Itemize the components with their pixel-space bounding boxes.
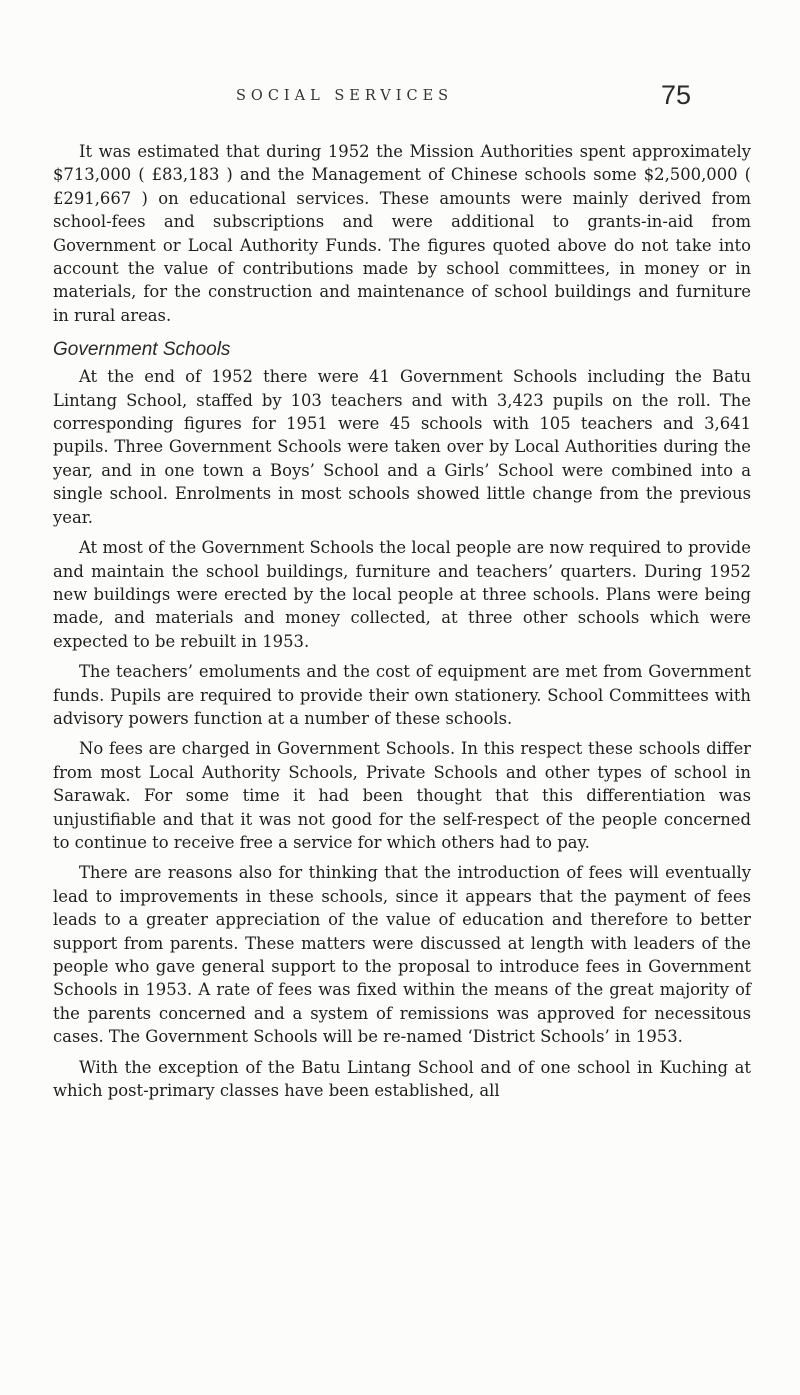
page-number: 75 (661, 80, 692, 110)
running-title: SOCIAL SERVICES (236, 88, 454, 104)
paragraph-exception: With the exception of the Batu Lintang School and of one school in Kuching at which post-primary classes have been established, all (53, 1057, 751, 1101)
section-heading: Government Schools (53, 339, 231, 361)
paragraph-school-numbers: At the end of 1952 there were 41 Government Schools including the Batu Lintang School, staffed by 103 teachers and with 3,423 pupils on the roll. The corresponding figures for 1951 were 45 schools with 105 teachers and 3,641 pupils. Three Government Schools were taken over by Local Authorities during the year, and in one town a Boys’ School and a Girls’ School were combined into a single school. Enrolments in most schools showed little change from the previous year. (53, 367, 751, 527)
paragraph-buildings: At most of the Government Schools the local people are now required to provide and maintain the school buildings, furniture and teachers’ quarters. During 1952 new buildings were erected by the local people at three schools. Plans were being made, and materials and money collected, at three other schools which were expected to be rebuilt in 1953. (53, 538, 751, 651)
paragraph-expenditure: It was estimated that during 1952 the Mission Authorities spent approximately $713,000 ( £83,183 ) and the Management of Chinese schools some $2,500,000 ( £291,667 ) on educational services. These amounts were mainly derived from school-fees and subscriptions and were additional to grants-in-aid from Government or Local Authority Funds. The figures quoted above do not take into account the value of contributions made by school committees, in money or in materials, for the construction and maintenance of school buildings and furniture in rural areas. (53, 142, 751, 325)
body-text (53, 140, 751, 1109)
paragraph-emoluments: The teachers’ emoluments and the cost of equipment are met from Government funds. Pupils are required to provide their own stationery. School Committees with advisory powers function at a number of these schools. (53, 662, 751, 728)
running-header (0, 80, 800, 120)
paragraph-fees: No fees are charged in Government Schools. In this respect these schools differ from most Local Authority Schools, Private Schools and other types of school in Sarawak. For some time it had been thought that this differentiation was unjustifiable and that it was not good for the self-respect of the people concerned to continue to receive free a service for which others had to pay. (53, 739, 751, 852)
paragraph-reasons: There are reasons also for thinking that the introduction of fees will eventually lead to improvements in these schools, since it appears that the payment of fees leads to a greater appreciation of the value of education and therefore to better support from parents. These matters were discussed at length with leaders of the people who gave general support to the proposal to introduce fees in Government Schools in 1953. A rate of fees was fixed within the means of the great majority of the parents concerned and a system of remissions was approved for necessitous cases. The Government Schools will be re-named ‘District Schools’ in 1953. (53, 863, 751, 1047)
